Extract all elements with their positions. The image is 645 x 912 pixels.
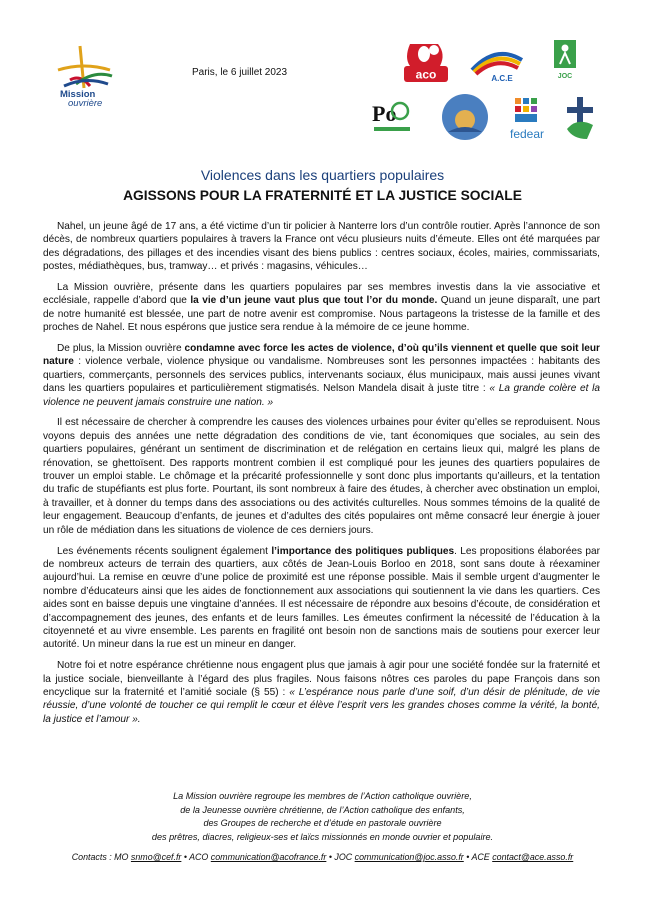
- paragraph-3-quote: « La grande colère et la violence ne peuvent jamais construire une nation. »: [43, 383, 601, 408]
- contacts-sep-3: • ACE: [463, 852, 493, 862]
- ace-logo: [468, 48, 526, 82]
- fedear-emblem-icon: [503, 98, 551, 142]
- paragraph-6: [43, 659, 600, 726]
- paragraph-6-quote: « L’espérance nous parle d’une soif, d’un désir de plénitude, de vie réussie, d’une volonté de toucher ce qui remplit le cœur et élève l’esprit vers les grandes choses comme la vérité, la bonté, la justice et l’amour ».: [43, 686, 600, 725]
- paragraph-5-a: Les événements récents soulignent également: [57, 545, 272, 557]
- joc-emblem-icon: [548, 40, 582, 84]
- footer-line-3: des Groupes de recherche et d’étude en pastorale ouvrière: [203, 818, 442, 829]
- paragraph-3: [43, 342, 600, 409]
- footer-note: [0, 790, 645, 844]
- document-date: Paris, le 6 juillet 2023: [192, 67, 288, 78]
- aco-logo: [400, 40, 450, 82]
- paragraph-3-a: De plus, la Mission ouvrière: [57, 343, 185, 355]
- joc-email-link[interactable]: communication@joc.asso.fr: [354, 852, 464, 862]
- mission-ouvriere-logo: [50, 40, 125, 110]
- mission-ouvriere-wordmark: [60, 90, 102, 108]
- fedear-logo: [503, 98, 551, 142]
- paragraph-1: Nahel, un jeune âgé de 17 ans, a été victime d’un tir policier à Nanterre lors d’un contrôle routier. Après l’annonce de son décès, de nombreux quartiers populaires à travers la France ont vécu plusieurs nuits d’émeute. Elles ont été marquées par des dégradations, des pillages et des incendies visant des biens publics : centres sociaux, écoles, mairies, commissariats, postes, médiathèques, bus, tramway… et privés : magasins, véhicules…: [43, 221, 600, 273]
- mission-ouvriere-emblem-icon: [50, 40, 125, 92]
- prado-logo: [440, 92, 490, 142]
- paragraph-2-bold: la vie d’un jeune vaut plus que tout l’or du monde.: [190, 295, 438, 307]
- paragraph-5: [43, 545, 600, 652]
- aco-emblem-icon: [400, 40, 450, 82]
- contacts-sep-2: • JOC: [326, 852, 355, 862]
- contacts-prefix: Contacts : MO: [71, 852, 131, 862]
- paragraph-3-c: : violence verbale, violence physique ou vandalisme. Nombreuses sont les personnes impactées : habitants des quartiers, commerçants, personnels des services publics, intervenants sociaux, élus municipaux, mais aussi jeunes vivant dans les quartiers populaires et particulièrement stigmatisés. Nelson Mandela disait à juste titre :: [43, 356, 600, 395]
- paragraph-4: Il est nécessaire de chercher à comprendre les causes des violences urbaines pour éviter qu’elles se reproduisent. Nous voyons depuis des années une nette dégradation des conditions de vie, tant économiques que sociales, au sein des quartiers populaires, générant un sentiment de discrimination et de relégation en certains lieux qui, malgré les plans de rénovation, se ghettoïsent. Des rapports montrent combien il est compliqué pour les jeunes des quartiers populaires de trouver un emploi stable. Le chômage et la précarité professionnelle y sont donc plus importants qu’ailleurs, et la tentation du trafic de stupéfiants est plus forte. Pourtant, ils sont nombreux à faire des études, à chercher avec obstination un emploi, à travailler, et à donner du temps dans des associations ou des activités culturelles. Nous sommes témoins de la qualité de leur engagement. Beaucoup d’enfants, de jeunes et d’adultes des cités populaires ont même consacré leur énergie à jouer un rôle de médiation dans les situations de violence de ces derniers jours.: [43, 417, 600, 536]
- prado-emblem-icon: [440, 92, 490, 142]
- aco-email-link[interactable]: communication@acofrance.fr: [210, 852, 327, 862]
- document-title: Violences dans les quartiers populaires: [200, 167, 445, 183]
- po-logo: [370, 97, 414, 137]
- mo-logo-line2: ouvrière: [68, 98, 103, 109]
- document-subtitle: AGISSONS POUR LA FRATERNITÉ ET LA JUSTICE SOCIALE: [123, 188, 522, 203]
- footer-line-1: La Mission ouvrière regroupe les membres de l’Action catholique ouvrière,: [173, 791, 472, 801]
- po-logo-text: Po: [372, 101, 397, 126]
- paragraph-6-a: Notre foi et notre espérance chrétienne nous engagent plus que jamais à agir pour une société fondée sur la fraternité et la justice sociale, bienveillante à l’égard des plus fragiles. Nous faisons nôtres ces paroles du pape François dans son encyclique sur la fraternité et l’amitié sociale (§ 55) :: [43, 660, 600, 698]
- footer-line-4: des prêtres, diacres, religieux-ses et laïcs missionnés en monde ouvrier et populaire.: [151, 831, 494, 842]
- contacts-sep-1: • ACO: [181, 852, 211, 862]
- paragraph-2-c: Quand un jeune disparaît, une part de notre humanité est blessée, une part de notre avenir est compromise. Nous partageons la tristesse de la famille et des proches de Nahel. Et nous espérons que justice sera rendue à la mémoire de ce jeune homme.: [43, 295, 600, 334]
- ace-logo-text: A.C.E: [491, 74, 513, 82]
- aco-logo-text: aco: [415, 67, 437, 82]
- cross-logo: [563, 95, 599, 143]
- ace-email-link[interactable]: contact@ace.asso.fr: [492, 852, 574, 862]
- paragraph-2-a: La Mission ouvrière, présente dans les quartiers populaires par ses membres investis dans la vie associative et ecclésiale, rappelle d’abord que: [43, 282, 600, 307]
- po-emblem-icon: [370, 97, 414, 137]
- footer-line-2: de la Jeunesse ouvrière chrétienne, de l’Action catholique des enfants,: [180, 804, 465, 815]
- ace-emblem-icon: [468, 48, 526, 82]
- joc-logo: [548, 40, 582, 84]
- document-body: [43, 220, 600, 734]
- mo-email-link[interactable]: snmo@cef.fr: [130, 852, 182, 862]
- paragraph-5-bold: l’importance des politiques publiques: [271, 545, 455, 557]
- paragraph-3-bold: condamne avec force les actes de violence, d’où qu’ils viennent et quelle que soit leur nature: [43, 343, 600, 368]
- cross-emblem-icon: [563, 95, 599, 143]
- paragraph-2: [43, 281, 600, 335]
- contacts-line: [0, 852, 645, 862]
- mo-logo-line1: Mission: [60, 89, 96, 100]
- paragraph-5-c: . Les propositions élaborées par de nombreux acteurs de terrain des quartiers, aux côtés de Jean-Louis Borloo en 2018, sont sans doute à réexaminer aujourd’hui. La remise en œuvre d’une police de proximité est une réponse possible. Mais il semble urgent d’augmenter le nombre d’éducateurs ainsi que les aides de fonctionnement aux associations qui soutiennent la vie dans les quartiers. Ces aides sont en baisse depuis une vingtaine d’années. Il est nécessaire de répondre aux besoins d’écoute, de considération et d’accompagnement des jeunes, des enfants et de leurs familles. Les émeutes confirment la nécessité de l’éducation à la citoyenneté et au vivre ensemble. Les parents en fragilité ont besoin non de sanctions mais de soutiens pour exercer leur autorité. Un mineur dans la rue est un mineur en danger.: [43, 545, 600, 651]
- joc-logo-text: JOC: [557, 73, 573, 80]
- fedear-logo-text: fedear: [509, 127, 545, 141]
